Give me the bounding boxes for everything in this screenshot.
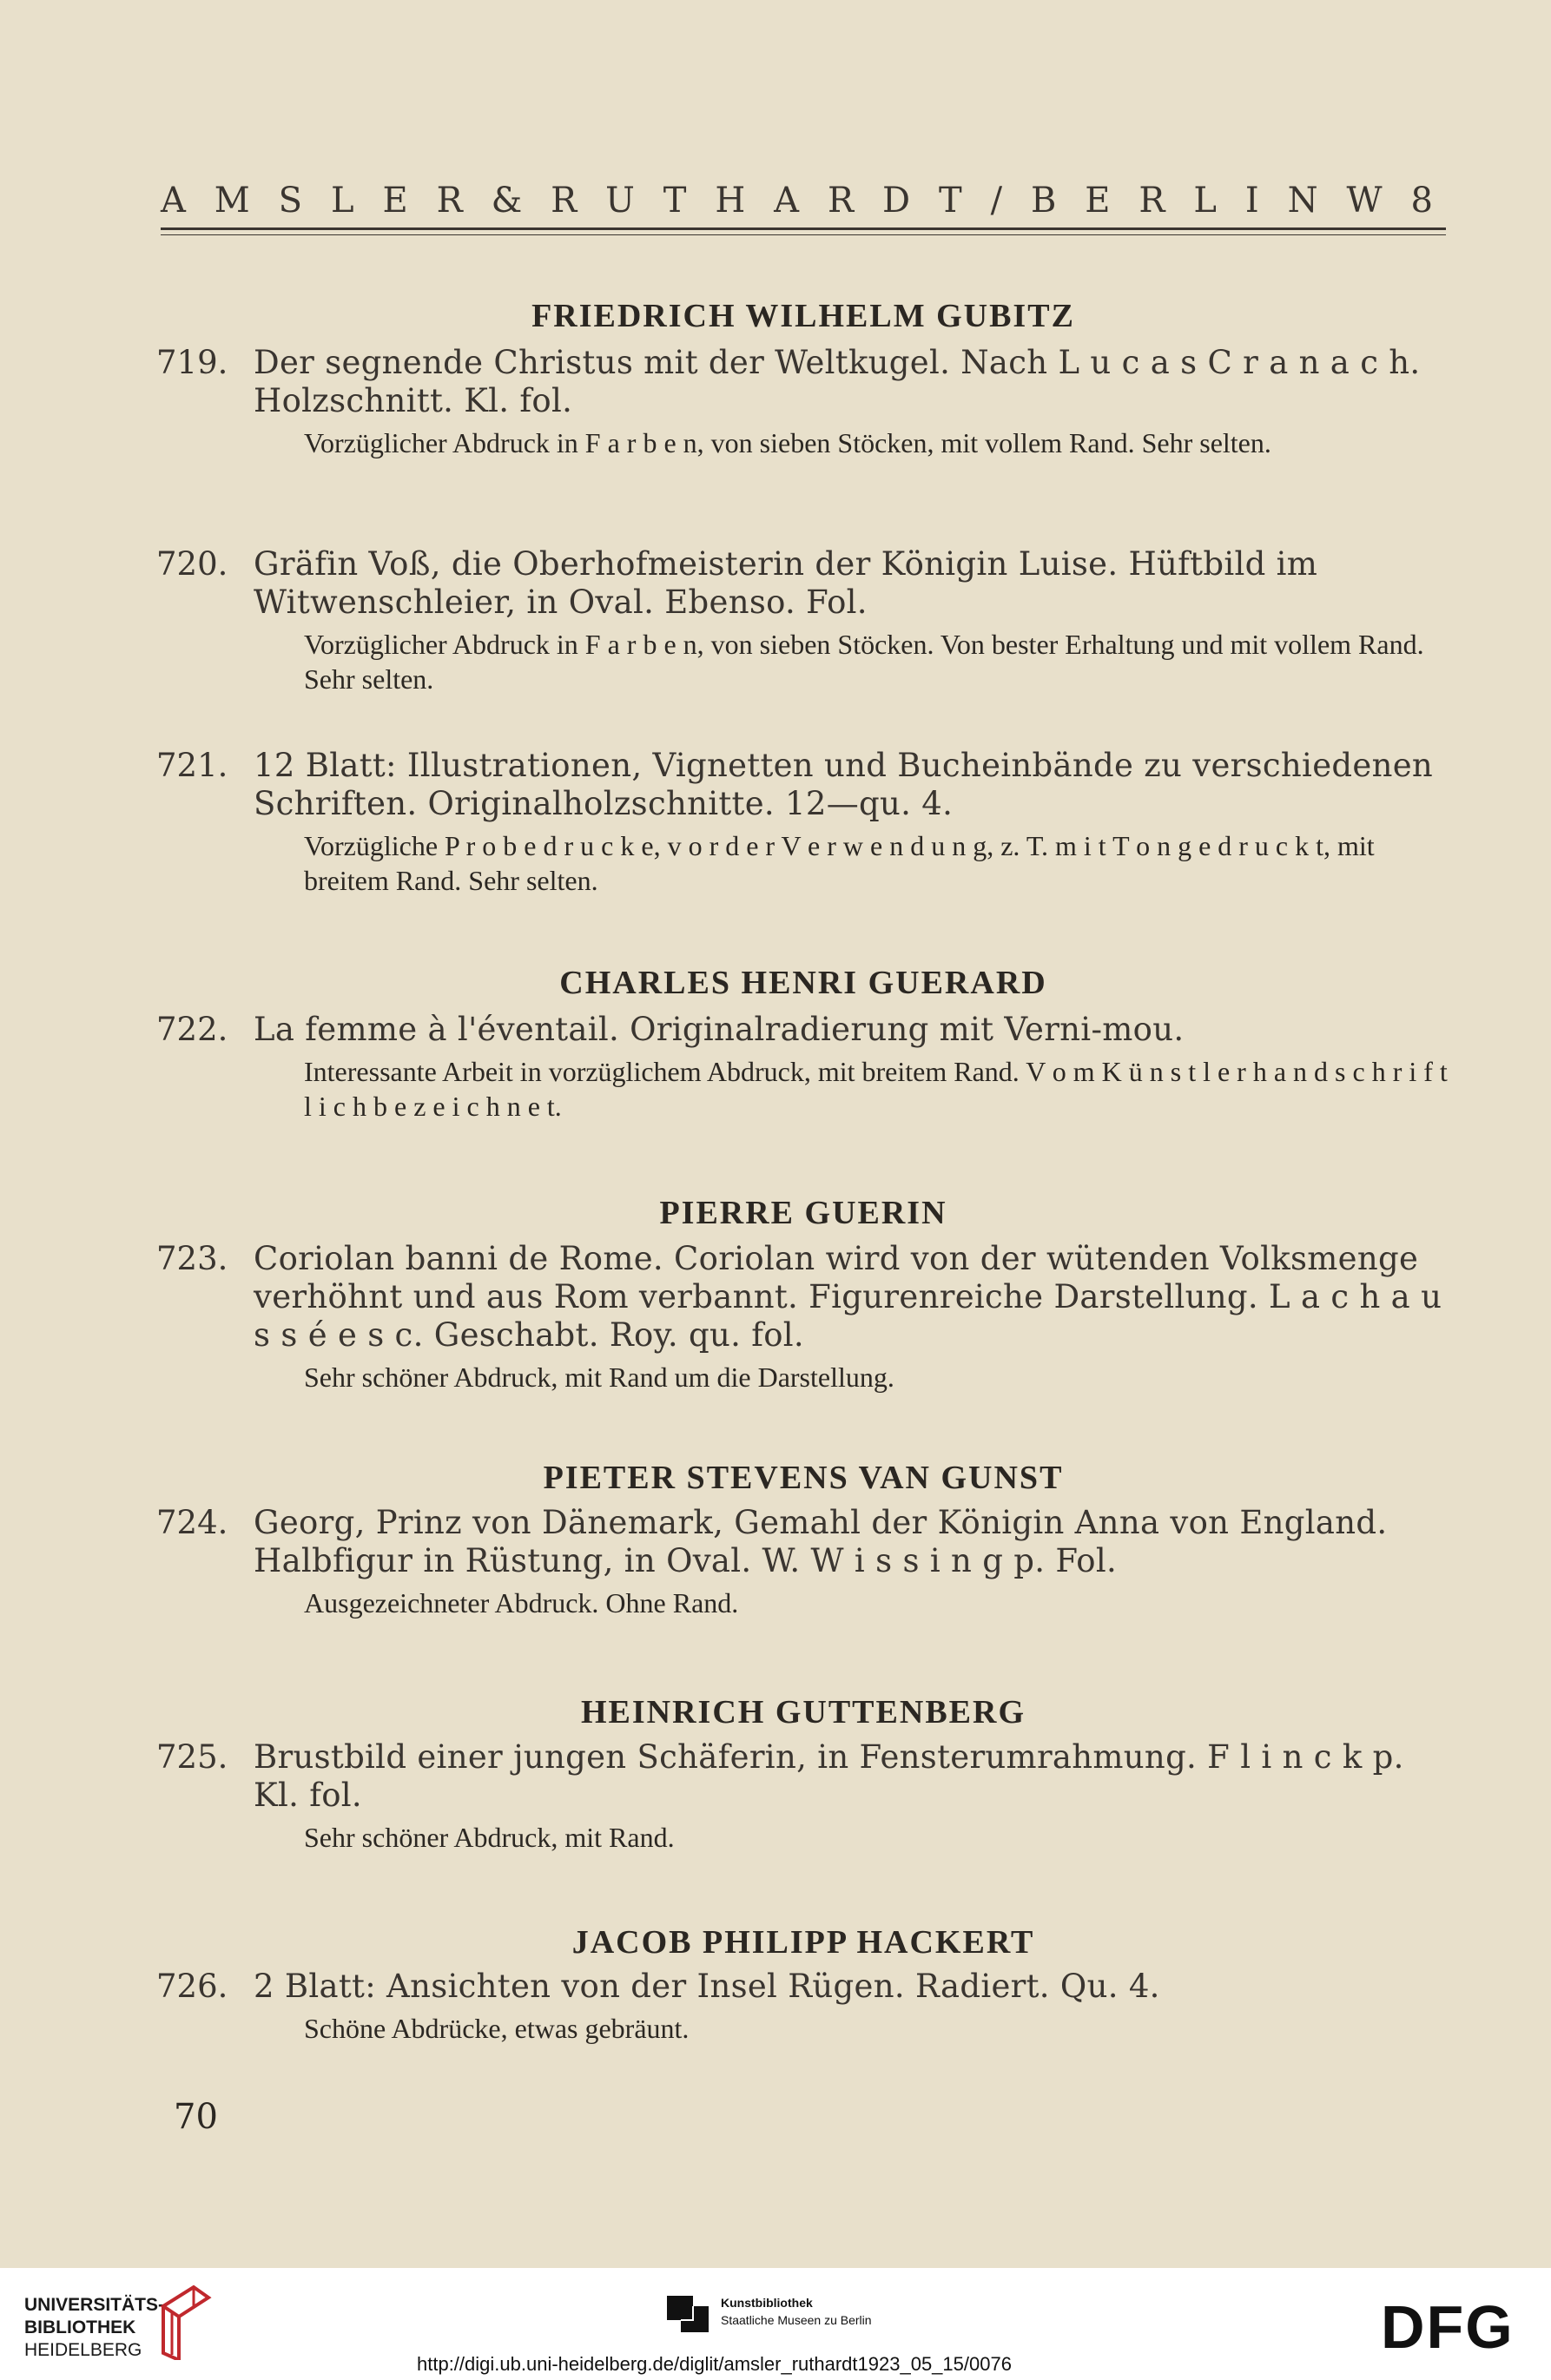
entry-title: Brustbild einer jungen Schäferin, in Fensterumrahmung. F l i n c k p. Kl. fol.	[254, 1738, 1404, 1814]
entry-title: 2 Blatt: Ansichten von der Insel Rügen. Radiert. Qu. 4.	[254, 1968, 1160, 2005]
entry-note: Ausgezeichneter Abdruck. Ohne Rand.	[304, 1587, 739, 1619]
library-logo-icon	[155, 2280, 215, 2360]
entry-title: 12 Blatt: Illustrationen, Vignetten und Bucheinbände zu verschiedenen Schriften. Originalholzschnitte. 12—qu. 4.	[254, 747, 1434, 822]
artist-heading: PIERRE GUERIN	[659, 1195, 947, 1231]
digitization-footer	[0, 2268, 1551, 2380]
catalog-entry	[156, 747, 1450, 898]
page-number: 70	[174, 2097, 218, 2137]
source-url-link[interactable]: http://digi.ub.uni-heidelberg.de/diglit/amsler_ruthardt1923_05_15/0076	[417, 2353, 1012, 2375]
catalog-entry	[156, 545, 1450, 696]
running-header	[161, 181, 1446, 233]
entry-title: Coriolan banni de Rome. Coriolan wird von der wütenden Volksmenge verhöhnt und aus Rom verbannt. Figurenreiche Darstellung. L a c h a u s s é e s c. Geschabt. Roy. qu. fol.	[254, 1240, 1442, 1354]
header-rule-thick	[161, 227, 1446, 230]
catalog-entry	[156, 1968, 1450, 2046]
entry-note: Vorzüglicher Abdruck in F a r b e n, von sieben Stöcken, mit vollem Rand. Sehr selten.	[304, 427, 1271, 458]
entry-number: 720.	[156, 545, 228, 583]
entry-note: Vorzüglicher Abdruck in F a r b e n, von sieben Stöcken. Von bester Erhaltung und mit vollem Rand. Sehr selten.	[304, 629, 1424, 695]
library-name: UNIVERSITÄTS- BIBLIOTHEK HEIDELBERG	[24, 2295, 165, 2360]
entry-title: Gräfin Voß, die Oberhofmeisterin der Königin Luise. Hüftbild im Witwenschleier, in Oval. Ebenso. Fol.	[254, 545, 1318, 621]
header-rule-thin	[161, 234, 1446, 235]
artist-heading: FRIEDRICH WILHELM GUBITZ	[531, 298, 1075, 334]
dfg-logo: DFG	[1381, 2293, 1515, 2361]
artist-heading: CHARLES HENRI GUERARD	[559, 965, 1047, 1001]
entry-note: Vorzügliche P r o b e d r u c k e, v o r d e r V e r w e n d u n g, z. T. m i t T o n g e d r u c k t, mit breitem Rand. Sehr selten.	[304, 830, 1375, 896]
entry-note: Sehr schöner Abdruck, mit Rand.	[304, 1822, 675, 1853]
entry-number: 723.	[156, 1240, 228, 1277]
catalog-entry	[156, 1240, 1450, 1394]
entry-title: La femme à l'éventail. Originalradierung mit Verni-mou.	[254, 1011, 1185, 1048]
entry-number: 725.	[156, 1738, 228, 1776]
kunstbibliothek-text: Kunstbibliothek Staatliche Museen zu Berlin	[721, 2296, 872, 2327]
running-title: A M S L E R & R U T H A R D T / B E R L I N W 8	[161, 181, 1446, 221]
entry-title: Georg, Prinz von Dänemark, Gemahl der Königin Anna von England. Halbfigur in Rüstung, in Oval. W. W i s s i n g p. Fol.	[254, 1504, 1388, 1579]
entry-number: 721.	[156, 747, 228, 784]
entry-number: 722.	[156, 1011, 228, 1048]
entry-number: 719.	[156, 344, 228, 381]
entry-title: Der segnende Christus mit der Weltkugel. Nach L u c a s C r a n a c h. Holzschnitt. Kl. fol.	[254, 344, 1421, 419]
entry-note: Interessante Arbeit in vorzüglichem Abdruck, mit breitem Rand. V o m K ü n s t l e r h a n d s c h r i f t l i c h b e z e i c h n e t.	[304, 1056, 1448, 1122]
kunstbibliothek-icon	[663, 2289, 712, 2337]
artist-heading: JACOB PHILIPP HACKERT	[571, 1924, 1035, 1961]
catalog-entry	[156, 1504, 1450, 1620]
artist-heading: PIETER STEVENS VAN GUNST	[543, 1460, 1064, 1496]
catalog-entry	[156, 1738, 1450, 1855]
artist-heading: HEINRICH GUTTENBERG	[580, 1694, 1026, 1731]
entry-number: 726.	[156, 1968, 228, 2005]
catalog-entry	[156, 344, 1450, 460]
catalog-entry	[156, 1011, 1450, 1124]
kunstbibliothek-logo	[660, 2285, 921, 2346]
entry-note: Sehr schöner Abdruck, mit Rand um die Darstellung.	[304, 1361, 894, 1393]
entry-note: Schöne Abdrücke, etwas gebräunt.	[304, 2013, 690, 2044]
entry-number: 724.	[156, 1504, 228, 1541]
